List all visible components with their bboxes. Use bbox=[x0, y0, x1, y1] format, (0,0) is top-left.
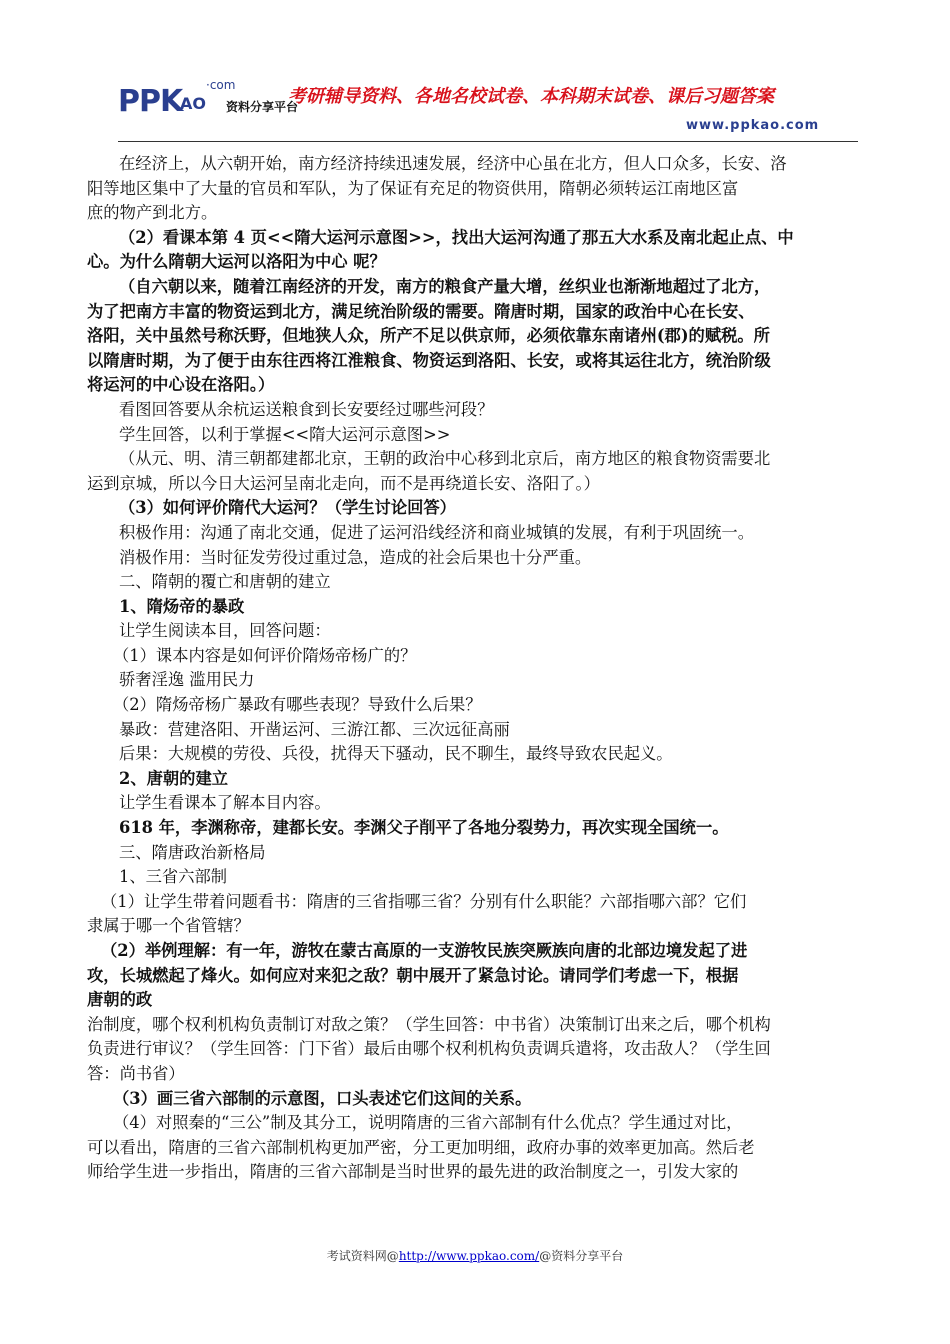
page-footer bbox=[0, 1247, 950, 1264]
text-line: 洛阳，关中虽然号称沃野，但地狭人众，所产不足以供京师，必须依靠东南诸州(郡)的赋税。所 bbox=[87, 326, 770, 346]
text-line: 将运河的中心设在洛阳。） bbox=[87, 375, 275, 395]
text-line: 治制度，哪个权利机构负责制订对敌之策？（学生回答：中书省）决策制订出来之后，哪个机构 bbox=[87, 1014, 771, 1034]
text-line: 唐朝的政 bbox=[87, 990, 153, 1010]
text-line: 骄奢淫逸 滥用民力 bbox=[119, 670, 255, 690]
text-line: 庶的物产到北方。 bbox=[87, 203, 218, 223]
text-line: 让学生阅读本目，回答问题： bbox=[119, 621, 331, 641]
logo-subtitle: 资料分享平台 bbox=[226, 100, 299, 114]
text-line: （1）课本内容是如何评价隋炀帝杨广的？ bbox=[113, 645, 417, 665]
header-url[interactable]: www.ppkao.com bbox=[686, 118, 820, 133]
text-line: 答：尚书省） bbox=[87, 1063, 185, 1083]
header-slogan: 考研辅导资料、各地名校试卷、本科期末试卷、课后习题答案 bbox=[288, 86, 774, 107]
footer-suffix: @资料分享平台 bbox=[539, 1249, 624, 1263]
text-line: 阳等地区集中了大量的官员和军队，为了保证有充足的物资供用，隋朝必须转运江南地区富 bbox=[87, 178, 739, 198]
subsection-heading: 1、三省六部制 bbox=[119, 867, 228, 887]
logo-ao-text: AO bbox=[180, 94, 206, 113]
text-line: 暴政：营建洛阳、开凿运河、三游江都、三次远征高丽 bbox=[119, 719, 510, 739]
text-line: 为了把南方丰富的物资运到北方，满足统治阶级的需要。隋唐时期，国家的政治中心在长安、 bbox=[87, 301, 755, 321]
text-line: 看图回答要从余杭运送粮食到长安要经过哪些河段？ bbox=[119, 399, 494, 419]
footer-link[interactable]: http://www.ppkao.com/ bbox=[398, 1249, 540, 1263]
logo-ppk-text: PPK bbox=[118, 84, 183, 119]
text-line: 消极作用：当时征发劳役过重过急，造成的社会后果也十分严重。 bbox=[119, 547, 592, 567]
page-header bbox=[0, 0, 950, 150]
header-divider bbox=[118, 141, 858, 142]
text-line: 让学生看课本了解本目内容。 bbox=[119, 793, 331, 813]
text-line: （2）看课本第 4 页<<隋大运河示意图>>，找出大运河沟通了那五大水系及南北起止点、中 bbox=[119, 227, 794, 247]
footer-prefix: 考试资料网@ bbox=[326, 1249, 399, 1263]
text-line: 隶属于哪一个省管辖？ bbox=[87, 916, 250, 936]
text-line: 在经济上，从六朝开始，南方经济持续迅速发展，经济中心虽在北方，但人口众多，长安、洛 bbox=[119, 154, 787, 173]
subsection-heading: 1、隋炀帝的暴政 bbox=[119, 596, 245, 616]
section-heading: 三、隋唐政治新格局 bbox=[119, 842, 266, 862]
document-body bbox=[87, 152, 862, 1185]
text-line: 师给学生进一步指出，隋唐的三省六部制是当时世界的最先进的政治制度之一，引发大家的 bbox=[87, 1162, 739, 1182]
text-line: 可以看出，隋唐的三省六部制机构更加严密，分工更加明细，政府办事的效率更加高。然后老 bbox=[87, 1137, 755, 1157]
text-line: 运到京城，所以今日大运河呈南北走向，而不是再绕道长安、洛阳了。） bbox=[87, 473, 600, 493]
section-heading: 二、隋朝的覆亡和唐朝的建立 bbox=[119, 572, 331, 592]
text-line: （2）举例理解：有一年，游牧在蒙古高原的一支游牧民族突厥族向唐的北部边境发起了进 bbox=[101, 941, 748, 960]
text-line: （2）隋炀帝杨广暴政有哪些表现？导致什么后果？ bbox=[113, 695, 482, 715]
text-line: 后果：大规模的劳役、兵役，扰得天下骚动，民不聊生，最终导致农民起义。 bbox=[119, 744, 673, 764]
text-line: 以隋唐时期，为了便于由东往西将江淮粮食、物资运到洛阳、长安，或将其运往北方，统治阶级 bbox=[87, 350, 771, 370]
text-line: （从元、明、清三朝都建都北京，王朝的政治中心移到北京后，南方地区的粮食物资需要北 bbox=[119, 449, 771, 469]
text-line: 负责进行审议？（学生回答：门下省）最后由哪个权利机构负责调兵遣将，攻击敌人？（学生回 bbox=[87, 1039, 771, 1059]
text-line: （4）对照秦的“三公”制及其分工，说明隋唐的三省六部制有什么优点？学生通过对比， bbox=[113, 1113, 743, 1133]
text-line: （1）让学生带着问题看书：隋唐的三省指哪三省？分别有什么职能？六部指哪六部？它们 bbox=[101, 891, 747, 911]
subsection-heading: 2、唐朝的建立 bbox=[119, 768, 229, 788]
text-line: （自六朝以来，随着江南经济的开发，南方的粮食产量大增，丝织业也渐渐地超过了北方， bbox=[119, 276, 771, 296]
text-line: 攻，长城燃起了烽火。如何应对来犯之敌？朝中展开了紧急讨论。请同学们考虑一下，根据 bbox=[87, 965, 739, 985]
text-line: 学生回答，以利于掌握<<隋大运河示意图>> bbox=[119, 424, 451, 444]
text-line: （3）画三省六部制的示意图，口头表述它们这间的关系。 bbox=[113, 1088, 532, 1108]
text-line: 积极作用：沟通了南北交通，促进了运河沿线经济和商业城镇的发展，有利于巩固统一。 bbox=[119, 522, 754, 542]
text-line: （3）如何评价隋代大运河？（学生讨论回答） bbox=[119, 498, 456, 518]
text-line: 心。为什么隋朝大运河以洛阳为中心 呢？ bbox=[87, 252, 386, 272]
text-line: 618 年，李渊称帝，建都长安。李渊父子削平了各地分裂势力，再次实现全国统一。 bbox=[119, 818, 729, 838]
logo-com-text: ·com bbox=[206, 78, 236, 92]
